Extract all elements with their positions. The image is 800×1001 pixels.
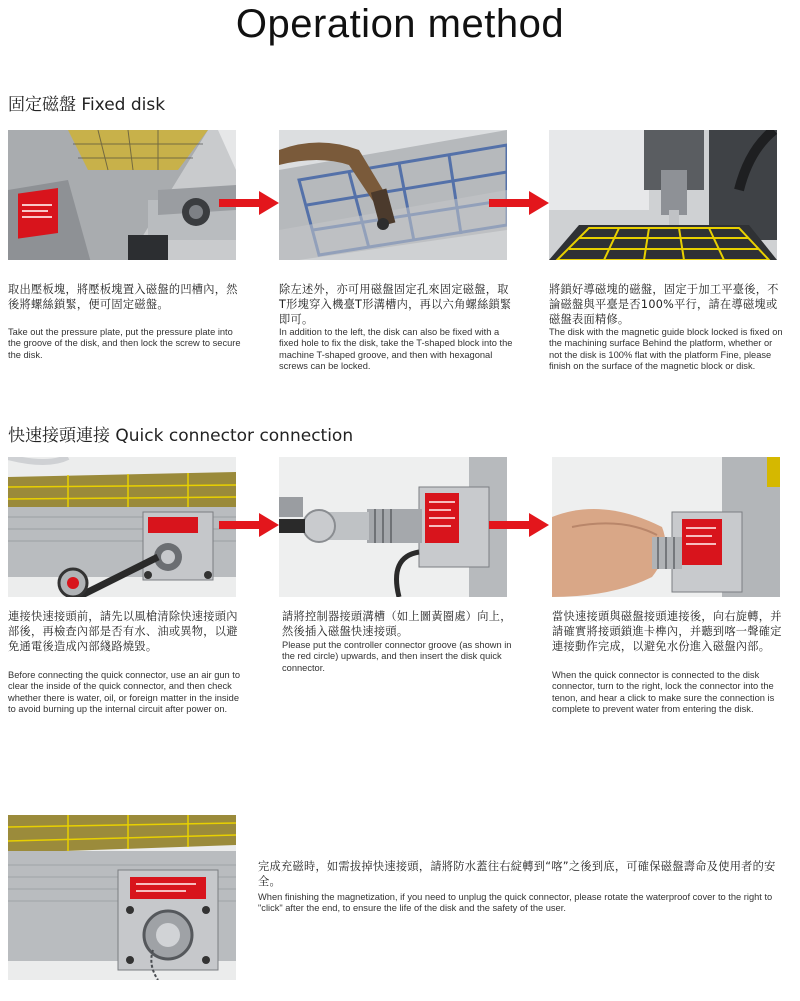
section-heading-quick-connector: 快速接頭連接 Quick connector connection bbox=[8, 426, 354, 446]
photo-machining-platform bbox=[549, 130, 777, 260]
step-text-en: The disk with the magnetic guide block locked is fixed on the machining surface Behind the platform, whether or not the disk is 100% flat with the platform Fine, please finish on the surface of the magnetic block or disk. bbox=[549, 327, 783, 372]
photo-air-gun bbox=[8, 457, 236, 597]
step-text-zh: 連接快速接頭前，請先以風槍清除快速接頭內部後，再檢查內部是否有水、油或異物，以避免通電後造成內部綫路燒毀。 bbox=[8, 610, 238, 653]
arrow-right-icon bbox=[489, 191, 549, 215]
section-heading-fixed-disk: 固定磁盤 Fixed disk bbox=[8, 95, 166, 115]
photo-pressure-plate bbox=[8, 130, 236, 260]
step-text-zh: 當快速接頭與磁盤接頭連接後，向右旋轉，并請確實將接頭鎖進卡榫內，并聽到喀一聲確定連接動作完成，以避免水份進入磁盤內部。 bbox=[552, 610, 782, 653]
step-text-en: When the quick connector is connected to the disk connector, turn to the right, lock the connector into the tenon, and hear a click to make sure the connection is complete to prevent water from entering the disk. bbox=[552, 670, 775, 715]
step-text-en: In addition to the left, the disk can also be fixed with a fixed hole to fix the disk, take the T-shaped block into the machine T-shaped groove, and then with hexagonal screws can be locked. bbox=[279, 327, 513, 372]
arrow-right-icon bbox=[489, 513, 549, 537]
step-text-zh: 除左述外，亦可用磁盤固定孔來固定磁盤，取T形塊穿入機臺T形溝槽内，再以六角螺絲鎖緊即可。 bbox=[279, 283, 512, 326]
page-title: Operation method bbox=[235, 2, 565, 46]
arrow-right-icon bbox=[219, 513, 279, 537]
step-text-en: Please put the controller connector groove (as shown in the red circle) upwards, and then insert the disk quick connector. bbox=[282, 640, 512, 673]
step-text-en: When finishing the magnetization, if you need to unplug the quick connector, please rotate the waterproof cover to the right to "click" after the end, to ensure the life of the disk and the safety of the user. bbox=[258, 892, 773, 914]
step-text-en: Before connecting the quick connector, use an air gun to clear the inside of the quick connector, and then check whether there is water, oil, or foreign matter in the inside to avoid burning up the internal circuit after power on. bbox=[8, 670, 241, 715]
step-text-zh: 取出壓板塊，將壓板塊置入磁盤的凹槽內，然後將螺絲鎖緊，便可固定磁盤。 bbox=[8, 283, 238, 311]
step-text-zh: 將鎖好導磁塊的磁盤，固定于加工平臺後，不論磁盤與平臺是否100%平行，請在導磁塊或磁盤表面精修。 bbox=[549, 283, 779, 326]
photo-waterproof-cover bbox=[8, 815, 236, 980]
photo-controller-connector bbox=[279, 457, 507, 597]
photo-hand-connecting bbox=[552, 457, 780, 597]
step-text-zh: 完成充磁時，如需拔掉快速接頭，請將防水蓋往右綻轉到“喀”之後到底，可確保磁盤壽命及使用者的安全。 bbox=[258, 860, 776, 888]
arrow-right-icon bbox=[219, 191, 279, 215]
step-text-en: Take out the pressure plate, put the pressure plate into the groove of the disk, and then lock the screw to secure the disk. bbox=[8, 327, 241, 360]
step-text-zh: 請將控制器接頭溝槽（如上圖黃圈處）向上，然後插入磁盤快速接頭。 bbox=[282, 610, 512, 638]
photo-fixed-hole bbox=[279, 130, 507, 260]
